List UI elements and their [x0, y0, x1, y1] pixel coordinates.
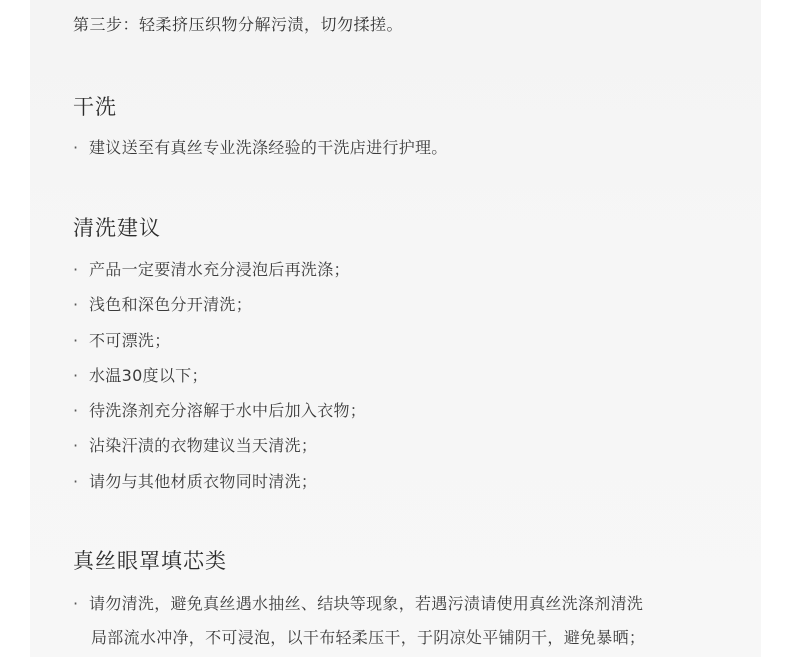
bullet-dot: · [73, 401, 79, 420]
washing-tip-text: 产品一定要清水充分浸泡后再洗涤； [89, 260, 350, 279]
bullet-dot: · [73, 260, 79, 279]
washing-tip-text: 不可漂洗； [89, 331, 171, 350]
washing-tip-text: 沾染汗渍的衣物建议当天清洗； [89, 436, 318, 455]
washing-tip-item [73, 471, 317, 493]
washing-tip-text: 水温30度以下； [89, 366, 208, 385]
bullet-dot: · [73, 472, 79, 491]
bullet-dot: · [73, 436, 79, 455]
washing-tip-text: 请勿与其他材质衣物同时清洗； [89, 472, 318, 491]
washing-tip-item [73, 365, 208, 387]
bullet-dot: · [73, 295, 79, 314]
bullet-dot: · [73, 366, 79, 385]
section-title-eye-mask: 真丝眼罩填芯类 [73, 549, 227, 573]
dry-clean-item-text: 建议送至有真丝专业洗涤经验的干洗店进行护理。 [89, 138, 448, 157]
washing-tip-item [73, 259, 350, 281]
bullet-dot: · [73, 331, 79, 350]
dry-clean-item [73, 137, 448, 159]
bullet-dot: · [73, 594, 79, 613]
washing-tip-text: 待洗涤剂充分溶解于水中后加入衣物； [89, 401, 367, 420]
section-title-dry-clean: 干洗 [73, 95, 117, 119]
step-three-text: 第三步：轻柔挤压织物分解污渍，切勿揉搓。 [73, 15, 404, 34]
washing-tip-item [73, 330, 171, 352]
bullet-dot: · [73, 138, 79, 157]
section-title-washing-tips: 清洗建议 [73, 216, 161, 240]
washing-tip-item [73, 294, 252, 316]
eye-mask-text-line2: 局部流水冲净，不可浸泡，以干布轻柔压干，于阴凉处平铺阴干，避免暴晒； [91, 628, 646, 647]
washing-tip-item [73, 400, 366, 422]
eye-mask-text-line1: 请勿清洗，避免真丝遇水抽丝、结块等现象，若遇污渍请使用真丝洗涤剂清洗 [89, 594, 644, 613]
washing-tip-item [73, 435, 317, 457]
washing-tip-text: 浅色和深色分开清洗； [89, 295, 253, 314]
eye-mask-item [73, 593, 643, 615]
